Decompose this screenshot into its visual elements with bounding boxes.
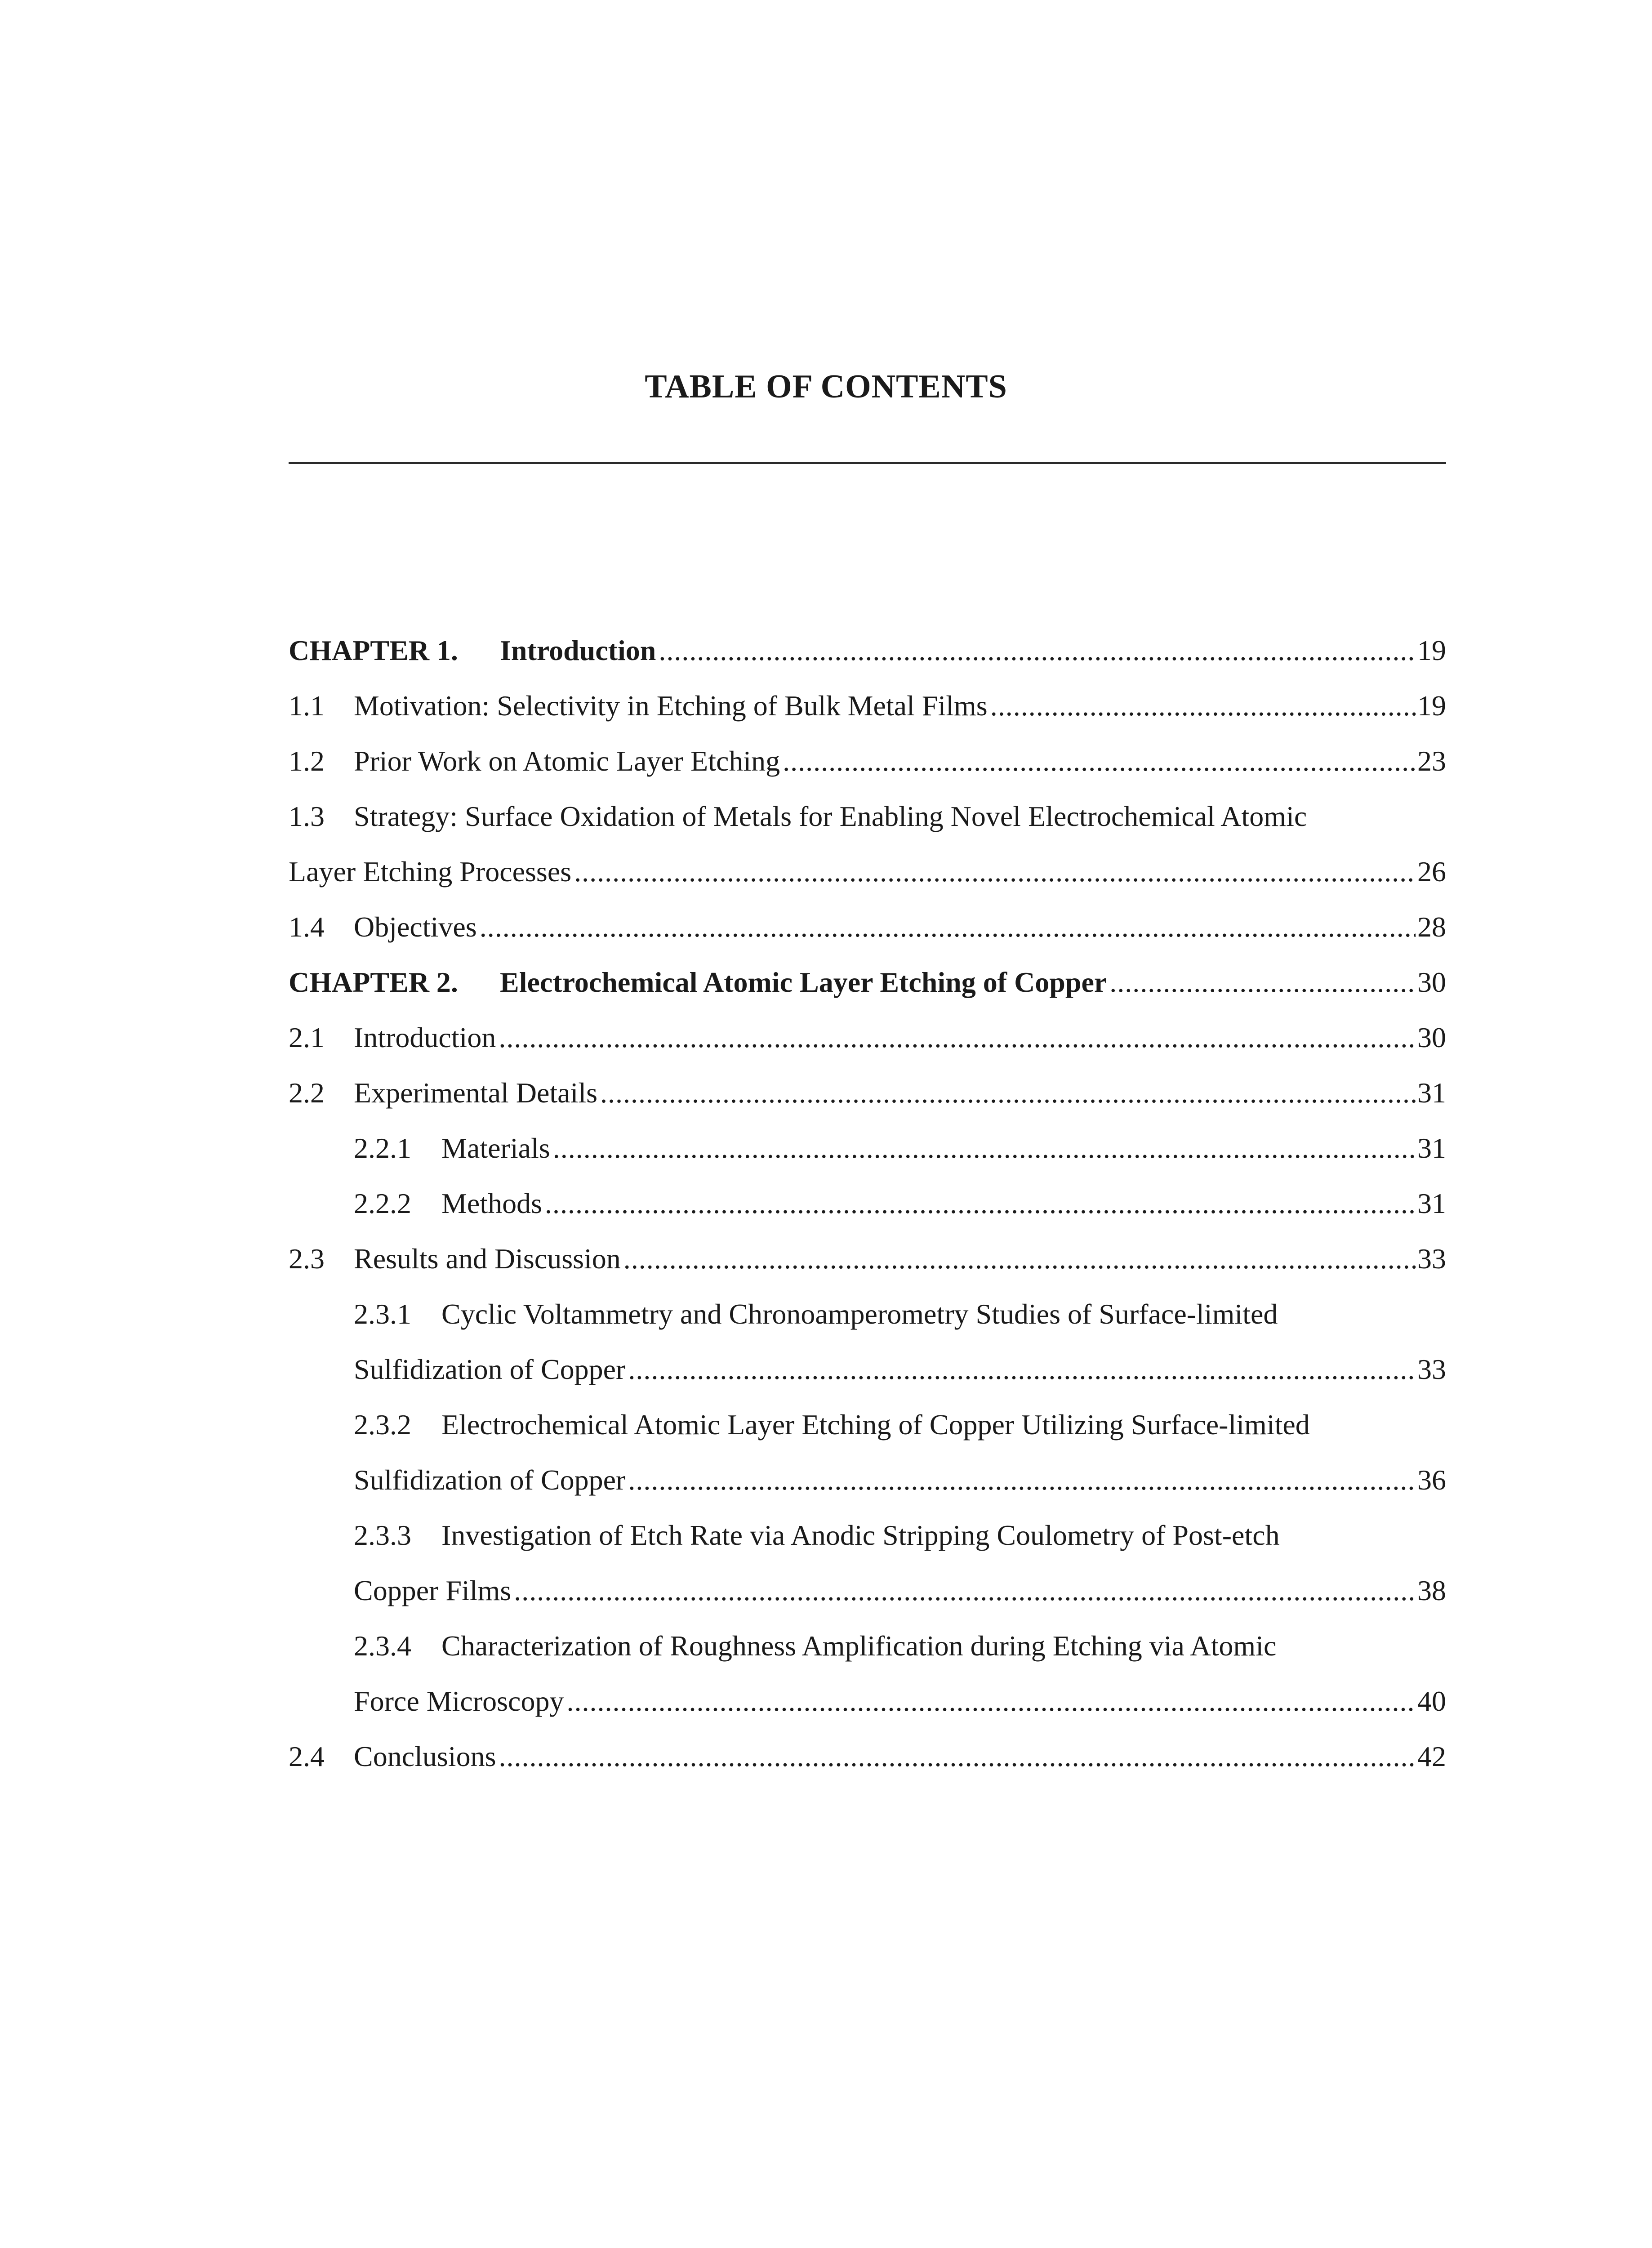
- dot-leader: [1107, 955, 1416, 1010]
- toc-entry-title-line1: Strategy: Surface Oxidation of Metals for Enabling Novel Electrochemical Atomic: [354, 800, 1307, 832]
- dot-leader: [496, 1729, 1416, 1784]
- toc-entry-number: 2.3: [289, 1243, 325, 1275]
- toc-entry-title: Conclusions: [354, 1740, 496, 1772]
- dot-leader: [988, 678, 1416, 733]
- toc-entry-2-3[interactable]: [289, 1231, 1446, 1286]
- toc-entry-title-line2: Force Microscopy: [354, 1685, 564, 1717]
- toc-entry-number: CHAPTER 2.: [289, 966, 458, 998]
- dot-leader: [780, 733, 1416, 789]
- toc-entry-title-line2: Sulfidization of Copper: [354, 1353, 626, 1385]
- toc-entry-title-line1: Cyclic Voltammetry and Chronoamperometry Studies of Surface-limited: [441, 1298, 1278, 1330]
- toc-entry-page: 40: [1417, 1685, 1446, 1717]
- toc-entry-2-3-4[interactable]: [289, 1618, 1446, 1729]
- toc-entry-page: 19: [1417, 690, 1446, 722]
- toc-entry-title-line1: Electrochemical Atomic Layer Etching of Copper Utilizing Surface-limited: [441, 1409, 1310, 1441]
- toc-entry-title: Electrochemical Atomic Layer Etching of Copper: [500, 966, 1107, 998]
- toc-entry-number: 1.1: [289, 690, 325, 722]
- toc-entry-title: Methods: [441, 1187, 542, 1219]
- toc-entry-number: 2.3.1: [354, 1298, 411, 1330]
- toc-entry-page: 30: [1417, 1021, 1446, 1053]
- toc-entry-page: 42: [1417, 1740, 1446, 1772]
- toc-entry-page: 38: [1417, 1574, 1446, 1606]
- toc-entry-page: 33: [1417, 1353, 1446, 1385]
- toc-entry-title-line1: Characterization of Roughness Amplification during Etching via Atomic: [441, 1630, 1277, 1662]
- toc-entry-title-line2: Sulfidization of Copper: [354, 1464, 626, 1496]
- toc-entry-chapter-1[interactable]: [289, 623, 1446, 678]
- toc-entry-number: 2.3.3: [354, 1519, 411, 1551]
- toc-entry-number: 1.3: [289, 800, 325, 832]
- toc-entry-title-line2: Copper Films: [354, 1574, 512, 1606]
- toc-entry-page: 31: [1417, 1132, 1446, 1164]
- toc-entry-2-3-2[interactable]: [289, 1397, 1446, 1508]
- dot-leader: [625, 1452, 1416, 1508]
- toc-entry-title: Introduction: [500, 634, 656, 666]
- dot-leader: [477, 899, 1416, 955]
- toc-entry-page: 26: [1417, 856, 1446, 888]
- dot-leader: [621, 1231, 1416, 1286]
- toc-entry-number: CHAPTER 1.: [289, 634, 458, 666]
- page-title: TABLE OF CONTENTS: [645, 368, 1007, 405]
- toc-entry-2-2-1[interactable]: [289, 1120, 1446, 1176]
- dot-leader: [656, 623, 1416, 678]
- toc-entry-page: 33: [1417, 1243, 1446, 1275]
- toc-entry-2-3-3[interactable]: [289, 1508, 1446, 1618]
- toc-entry-1-2[interactable]: [289, 733, 1446, 789]
- toc-entry-title: Objectives: [354, 911, 477, 943]
- toc-entry-2-1[interactable]: [289, 1010, 1446, 1065]
- dot-leader: [511, 1563, 1416, 1618]
- toc-entry-page: 23: [1417, 745, 1446, 777]
- toc-entry-page: 36: [1417, 1464, 1446, 1496]
- toc-entry-title: Results and Discussion: [354, 1243, 621, 1275]
- toc-entry-title: Experimental Details: [354, 1077, 598, 1109]
- toc-entry-1-1[interactable]: [289, 678, 1446, 733]
- toc-entry-number: 2.3.4: [354, 1630, 411, 1662]
- toc-entry-title: Prior Work on Atomic Layer Etching: [354, 745, 780, 777]
- toc-entry-title-line2: Layer Etching Processes: [289, 856, 572, 888]
- toc-entry-number: 1.4: [289, 911, 325, 943]
- dot-leader: [542, 1176, 1416, 1231]
- dot-leader: [571, 844, 1416, 899]
- toc-entry-page: 31: [1417, 1187, 1446, 1219]
- toc-entry-number: 2.1: [289, 1021, 325, 1053]
- toc-entry-title: Introduction: [354, 1021, 496, 1053]
- toc-entry-number: 1.2: [289, 745, 325, 777]
- toc-entry-number: 2.2.2: [354, 1187, 411, 1219]
- toc-entry-title-line1: Investigation of Etch Rate via Anodic Stripping Coulometry of Post-etch: [441, 1519, 1280, 1551]
- toc-entry-number: 2.3.2: [354, 1409, 411, 1441]
- toc-entry-title: Materials: [441, 1132, 550, 1164]
- toc-entry-2-3-1[interactable]: [289, 1286, 1446, 1397]
- table-of-contents: [289, 623, 1446, 1784]
- dot-leader: [550, 1120, 1416, 1176]
- toc-entry-page: 19: [1417, 634, 1446, 666]
- toc-entry-2-4[interactable]: [289, 1729, 1446, 1784]
- dot-leader: [625, 1342, 1416, 1397]
- title-rule: [289, 462, 1446, 464]
- toc-entry-2-2[interactable]: [289, 1065, 1446, 1120]
- toc-entry-1-4[interactable]: [289, 899, 1446, 955]
- toc-entry-title: Motivation: Selectivity in Etching of Bulk Metal Films: [354, 690, 988, 722]
- toc-entry-page: 30: [1417, 966, 1446, 998]
- toc-entry-page: 31: [1417, 1077, 1446, 1109]
- toc-entry-number: 2.2: [289, 1077, 325, 1109]
- toc-entry-2-2-2[interactable]: [289, 1176, 1446, 1231]
- toc-entry-chapter-2[interactable]: [289, 955, 1446, 1010]
- toc-entry-page: 28: [1417, 911, 1446, 943]
- dot-leader: [496, 1010, 1416, 1065]
- toc-entry-number: 2.4: [289, 1740, 325, 1772]
- dot-leader: [564, 1673, 1416, 1729]
- toc-entry-1-3[interactable]: [289, 789, 1446, 899]
- toc-entry-number: 2.2.1: [354, 1132, 411, 1164]
- dot-leader: [597, 1065, 1416, 1120]
